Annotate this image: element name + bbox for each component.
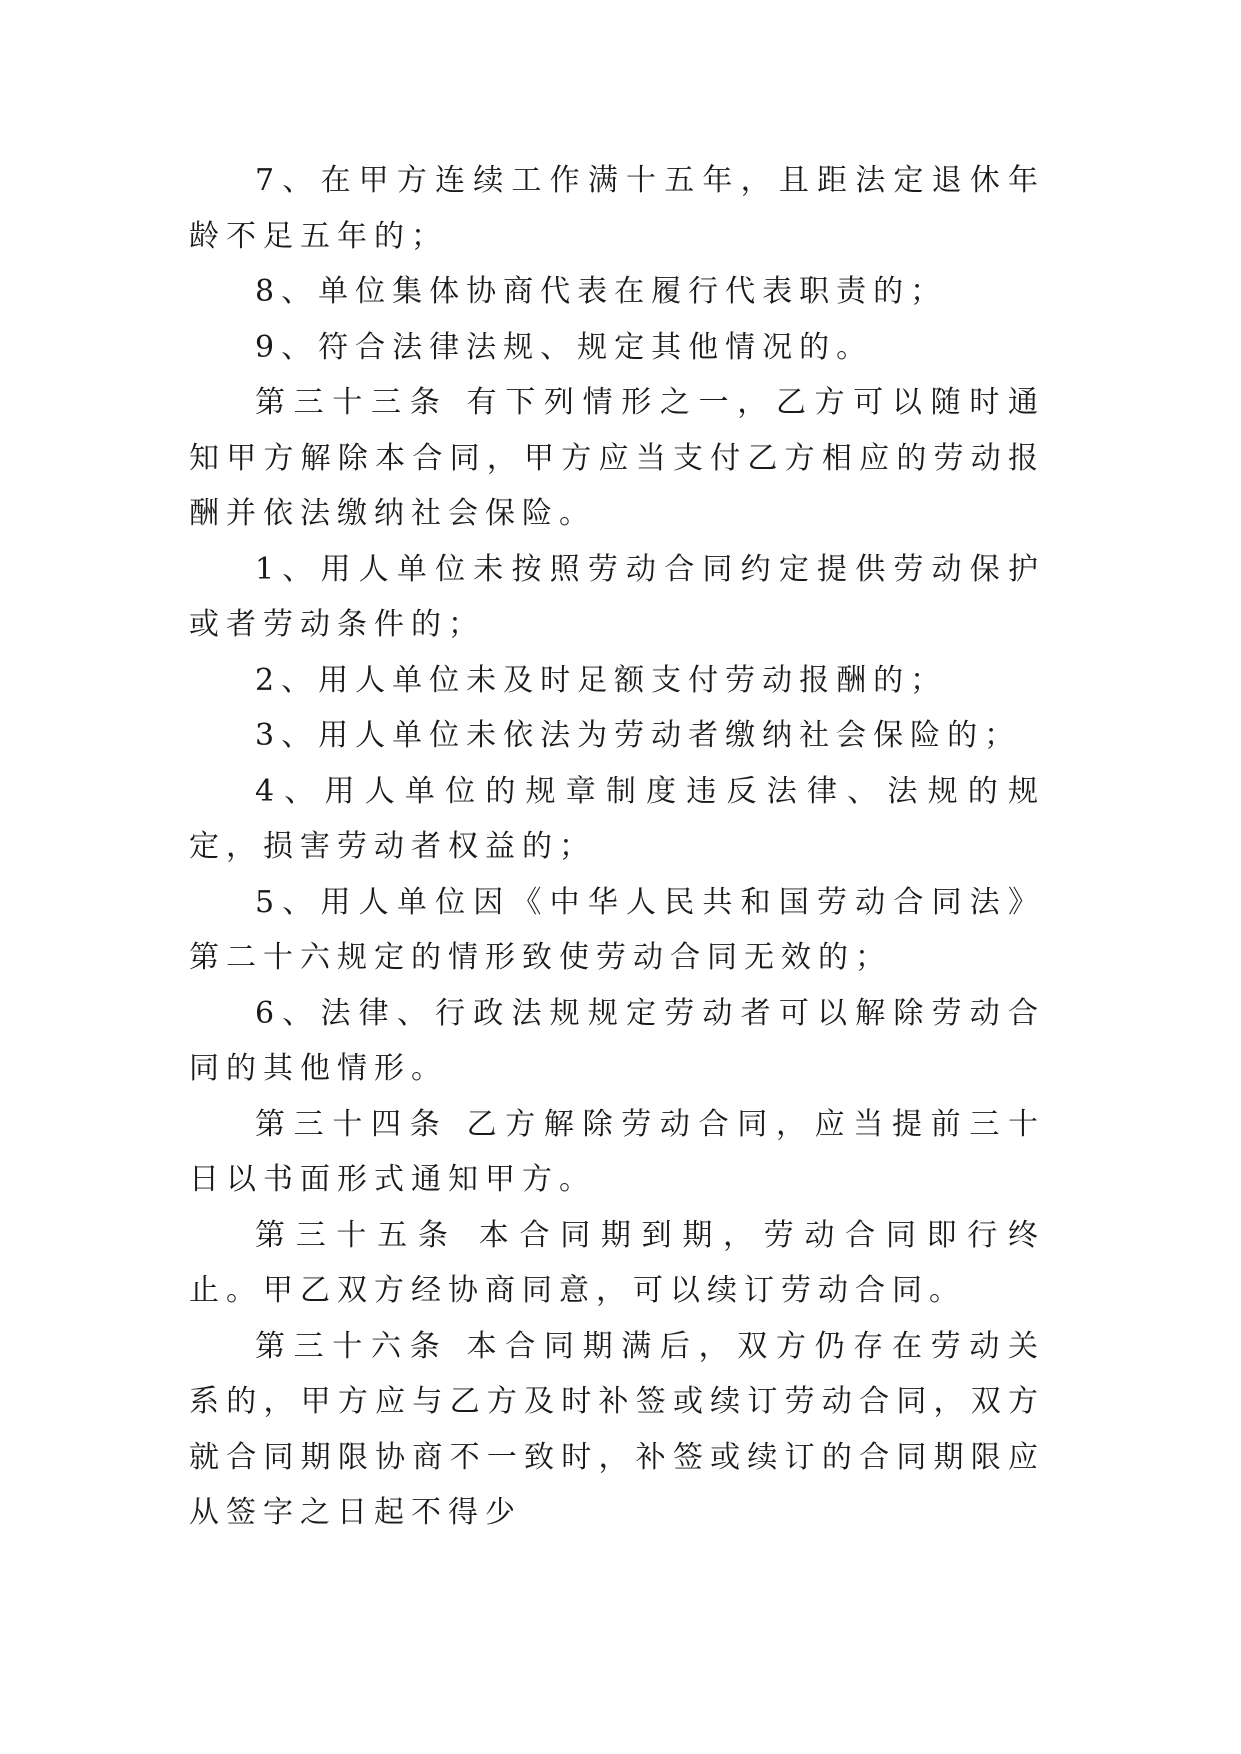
paragraph-item-3: 3、用人单位未依法为劳动者缴纳社会保险的； xyxy=(255,718,1022,753)
paragraph-clause-7: 7、在甲方连续工作满十五年，且距法定退休年龄不足五年的； xyxy=(189,163,1045,254)
paragraph-clause-8: 8、单位集体协商代表在履行代表职责的； xyxy=(255,274,948,309)
paragraph-item-6: 6、法律、行政法规规定劳动者可以解除劳动合同的其他情形。 xyxy=(189,995,1045,1086)
paragraph-article-35: 第三十五条 本合同期到期，劳动合同即行终止。甲乙双方经协商同意，可以续订劳动合同。 xyxy=(189,1217,1045,1308)
paragraph-clause-9: 9、符合法律法规、规定其他情况的。 xyxy=(255,329,874,365)
paragraph-article-33: 第三十三条 有下列情形之一，乙方可以随时通知甲方解除本合同，甲方应当支付乙方相应的劳动报酬并依法缴纳社会保险。 xyxy=(189,385,1045,531)
paragraph-item-4: 4、用人单位的规章制度违反法律、法规的规定，损害劳动者权益的； xyxy=(189,773,1045,864)
paragraph-article-34: 第三十四条 乙方解除劳动合同，应当提前三十日以书面形式通知甲方。 xyxy=(189,1106,1045,1197)
paragraph-item-2: 2、用人单位未及时足额支付劳动报酬的； xyxy=(255,662,948,698)
paragraph-item-1: 1、用人单位未按照劳动合同约定提供劳动保护或者劳动条件的； xyxy=(189,551,1045,642)
paragraph-item-5: 5、用人单位因《中华人民共和国劳动合同法》第二十六规定的情形致使劳动合同无效的； xyxy=(189,884,1045,975)
document-body xyxy=(189,153,1045,1541)
paragraph-article-36: 第三十六条 本合同期满后，双方仍存在劳动关系的，甲方应与乙方及时补签或续订劳动合同，双方就合同期限协商不一致时，补签或续订的合同期限应从签字之日起不得少 xyxy=(189,1328,1045,1530)
